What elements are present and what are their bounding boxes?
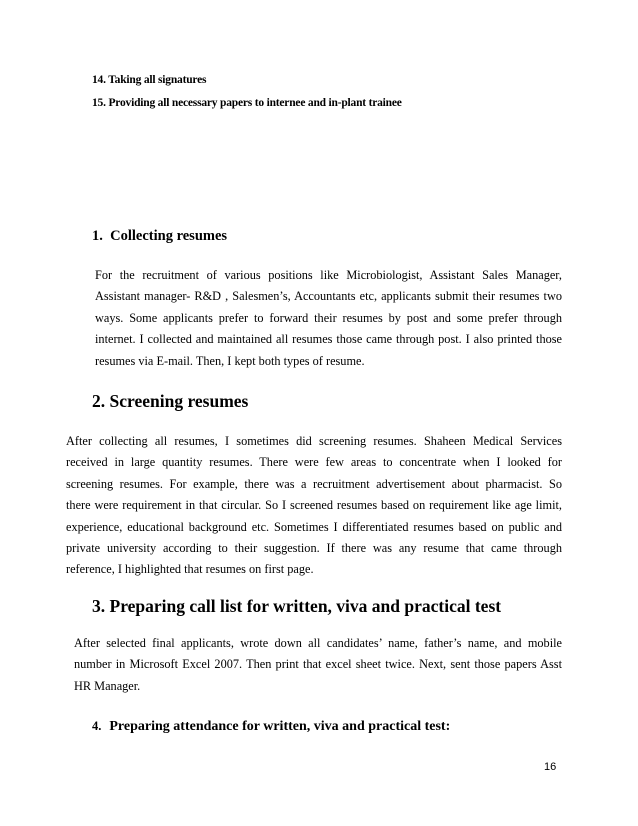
paragraph-line: After selected final applicants, wrote down all candidates’ name, father’s name, and mobile — [74, 636, 562, 650]
paragraph-line: reference, I highlighted that resumes on first page. — [66, 562, 314, 577]
paragraph-line: private university according to their suggestion. If there was any resume that came through — [66, 541, 562, 556]
section-2-number: 2. — [92, 391, 106, 411]
page-number: 16 — [544, 761, 557, 773]
paragraph-line: resumes via E-mail. Then, I kept both types of resume. — [95, 353, 365, 368]
section-2-title: Screening resumes — [109, 391, 249, 411]
paragraph-line: there were requirement in that circular. So I screened resumes based on requirement like age limit, — [66, 498, 562, 513]
section-4-heading — [92, 719, 450, 735]
paragraph-line: received in large quantity resumes. There were few areas to concentrate when I looked for — [66, 455, 562, 470]
section-3-heading — [92, 596, 501, 617]
paragraph-line: screening resumes. For example, there was a recruitment advertisement about pharmacist. So — [66, 476, 562, 491]
section-3-title: Preparing call list for written, viva and practical test — [109, 596, 502, 616]
paragraph-line: HR Manager. — [74, 678, 141, 693]
paragraph-line: After collecting all resumes, I sometimes did screening resumes. Shaheen Medical Services — [66, 434, 562, 448]
section-1-title: Collecting resumes — [110, 228, 228, 244]
paragraph-line: For the recruitment of various positions like Microbiologist, Assistant Sales Manager, — [95, 268, 562, 282]
paragraph-line: ways. Some applicants prefer to forward their resumes by post and some prefer through — [95, 310, 562, 325]
section-3-number: 3. — [92, 596, 106, 616]
section-3-paragraph — [74, 633, 562, 697]
paragraph-line: number in Microsoft Excel 2007. Then print that excel sheet twice. Next, sent those papers Asst — [74, 657, 562, 672]
section-1-paragraph — [95, 265, 562, 372]
paragraph-line: internet. I collected and maintained all resumes those came through post. I also printed those — [95, 332, 562, 347]
paragraph-line: Assistant manager- R&D , Salesmen’s, Accountants etc, applicants submit their resumes two — [95, 289, 562, 304]
section-1-heading — [92, 228, 227, 245]
list-item-14: 14. Taking all signatures — [92, 74, 207, 86]
section-2-paragraph — [66, 431, 562, 581]
paragraph-line: experience, educational background etc. Sometimes I differentiated resumes based on public and — [66, 519, 562, 534]
section-1-number: 1. — [92, 228, 103, 244]
section-4-number: 4. — [92, 719, 102, 733]
list-item-15: 15. Providing all necessary papers to internee and in-plant trainee — [92, 97, 402, 109]
section-4-title: Preparing attendance for written, viva and practical test: — [109, 719, 451, 734]
section-2-heading — [92, 391, 248, 412]
